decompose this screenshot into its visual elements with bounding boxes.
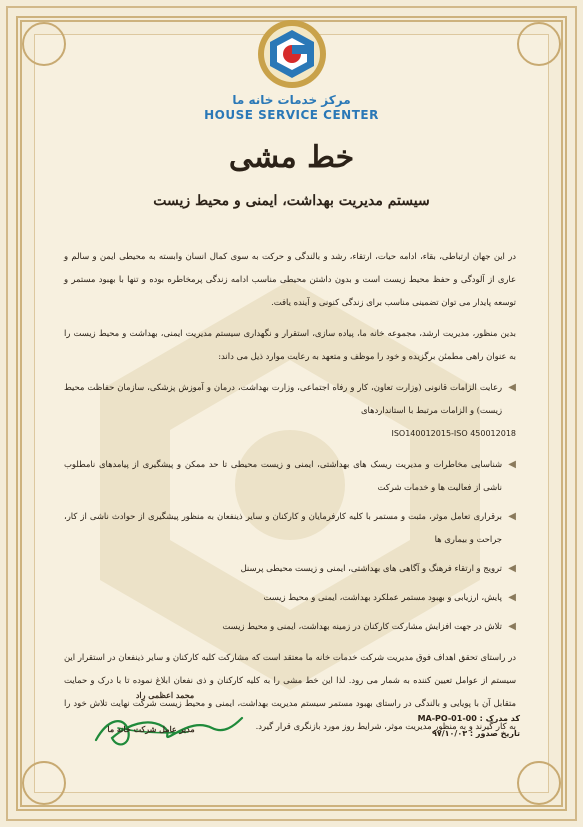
issue-date-row: [390, 726, 520, 741]
issue-date-value: ۹۷/۱۰/۰۳: [431, 729, 468, 738]
doc-code-row: [390, 711, 520, 726]
document-title: خط مشی: [228, 140, 355, 175]
doc-code-value: MA-PO-01-00: [417, 714, 477, 723]
doc-code-label: کد مدرک :: [479, 714, 520, 723]
list-item: [64, 557, 516, 580]
corner-ornament-bottom-right: [517, 761, 561, 805]
brand-name-english: HOUSE SERVICE CENTER: [204, 108, 379, 122]
corner-ornament-bottom-left: [22, 761, 66, 805]
bullet-arrow-icon: ◀: [508, 382, 516, 393]
intro-paragraph: در این جهان ارتباطی، بقاء، ادامه حیات، ارتقاء، رشد و بالندگی و حرکت به سوی کمال انسان وابسته به محیطی ایمن و سالم و عاری از آلودگی و حفظ محیط زیست است و بدون داشتن محیطی مناسب ادامه زندگی پرمخاطره بوده و تنها با بهبود مستمر و توسعه پایدار می توان تضمینی مناسب برای زندگی کنونی و آینده یافت.: [64, 251, 516, 307]
bullet-arrow-icon: ◀: [508, 511, 516, 522]
house-service-center-logo-icon: [256, 18, 328, 90]
bullet-arrow-icon: ◀: [508, 621, 516, 632]
list-item: [64, 453, 516, 499]
bullet-text: رعایت الزامات قانونی (وزارت تعاون، کار و رفاه اجتماعی، وزارت بهداشت، درمان و آموزش پزشکی، سازمان حفاظت محیط زیست) و الزامات مرتبط با استانداردهای: [64, 382, 502, 415]
closing-paragraph: در راستای تحقق اهداف فوق مدیریت شرکت خدمات خانه ما معتقد است که مشارکت کلیه کارکنان و سایر ذینفعان در استقرار این سیستم از عوامل تعیین کننده به شمار می رود. لذا این خط مشی را به کلیه کارکنان و ذی نفعان ابلاغ نموده تا با درک و حمایت متقابل آن با پویایی و بالندگی در راستای بهبود مستمر سیستم مدیریت بهداشت، ایمنی و محیط زیست شرکت نهایت تلاش خود را به کار گیرند و به منظور مدیریت موثر، شرایط روز مورد بازنگری قرار گیرد.: [64, 652, 516, 731]
list-item: [64, 586, 516, 609]
bullet-text: برقراری تعامل موثر، مثبت و مستمر با کلیه کارفرمایان و کارکنان و سایر ذینفعان به منظور پیشگیری از حوادث ناشی از کار، جراحت و بیماری ها: [64, 511, 502, 544]
document-subtitle: سیستم مدیریت بهداشت، ایمنی و محیط زیست: [153, 193, 430, 209]
list-item: [64, 505, 516, 551]
purpose-paragraph: بدین منظور، مدیریت ارشد، مجموعه خانه ما، پیاده سازی، استقرار و نگهداری سیستم مدیریت ایمنی، بهداشت و محیط زیست را به عنوان راهی مطمئن برگزیده و خود را موظف و متعهد به رعایت موارد ذیل می داند:: [64, 328, 516, 361]
bullet-text: پایش، ارزیابی و بهبود مستمر عملکرد بهداشت، ایمنی و محیط زیست: [263, 592, 502, 602]
policy-body: [64, 245, 516, 746]
issue-date-label: تاریخ صدور :: [469, 729, 520, 738]
signer-name: محمد اعظمی راد: [135, 690, 195, 700]
standards-reference: ISO140012015-ISO 450012018: [391, 429, 516, 438]
document-meta: [390, 711, 520, 741]
bullet-arrow-icon: ◀: [508, 459, 516, 470]
corner-ornament-top-left: [22, 22, 66, 66]
bullet-text: تلاش در جهت افزایش مشارکت کارکنان در زمینه بهداشت، ایمنی و محیط زیست: [222, 621, 502, 631]
list-item: [64, 615, 516, 638]
bullet-text: ترویج و ارتقاء فرهنگ و آگاهی های بهداشتی، ایمنی و زیست محیطی پرسنل: [240, 563, 502, 573]
brand-name-persian: مرکز خدمات خانه ما: [232, 93, 351, 107]
list-item: [64, 376, 516, 422]
bullet-text: شناسایی مخاطرات و مدیریت ریسک های بهداشتی، ایمنی و زیست محیطی تا حد ممکن و پیشگیری از پیامدهای نامطلوب ناشی از فعالیت ها و خدمات شرکت: [64, 459, 502, 492]
bullet-arrow-icon: ◀: [508, 592, 516, 603]
corner-ornament-top-right: [517, 22, 561, 66]
signature-icon: [88, 688, 248, 758]
bullet-arrow-icon: ◀: [508, 563, 516, 574]
signer-title: مدیر عامل شرکت خانه ما: [107, 724, 195, 734]
